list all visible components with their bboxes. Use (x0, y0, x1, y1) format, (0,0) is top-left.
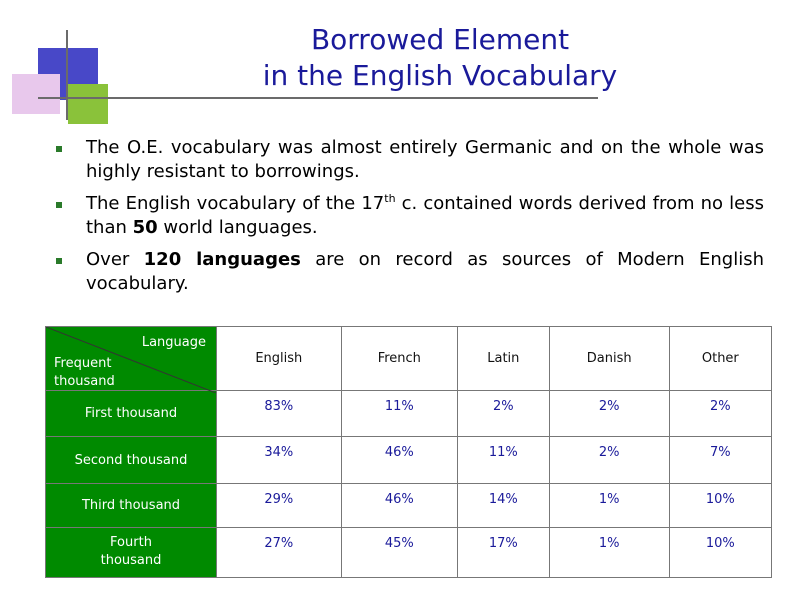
table-header-row (46, 327, 772, 391)
table-cell: 10% (669, 527, 771, 577)
table-cell: 17% (457, 527, 549, 577)
decorative-pink-square (12, 74, 60, 114)
row-label-fourth-thousand (46, 527, 217, 577)
table-cell: 46% (341, 437, 457, 483)
bullet-text-2-bold: 50 (132, 217, 158, 238)
bullet-item-2 (52, 192, 764, 240)
bullet-item-1 (52, 136, 764, 184)
table-corner-cell (46, 327, 217, 391)
row-label-fourth-line-1: Fourth (110, 535, 152, 551)
table-row (46, 527, 772, 577)
table-cell: 14% (457, 483, 549, 527)
table-cell: 83% (217, 391, 342, 437)
row-label-fourth-line-2: thousand (100, 553, 162, 569)
table-cell: 2% (669, 391, 771, 437)
bullet-text-2-sup: th (384, 192, 396, 205)
corner-frequent-line-2: thousand (54, 374, 115, 389)
slide-title (140, 22, 740, 94)
bullet-text-2-pre: The English vocabulary of the 17 (86, 193, 385, 214)
table-cell: 1% (549, 483, 669, 527)
corner-frequent-line-1: Frequent (54, 356, 112, 371)
table-cell: 7% (669, 437, 771, 483)
bullet-square-icon (56, 258, 62, 264)
bullet-text-3-pre: Over (86, 249, 144, 270)
borrowing-table (45, 326, 772, 578)
decorative-green-square (68, 84, 108, 124)
table-cell: 2% (457, 391, 549, 437)
table-row (46, 391, 772, 437)
decorative-horizontal-line (38, 97, 598, 99)
bullet-text-2-post: world languages. (157, 217, 318, 238)
table-cell: 1% (549, 527, 669, 577)
decorative-vertical-line (66, 30, 68, 120)
table-cell: 45% (341, 527, 457, 577)
row-label-first-thousand: First thousand (46, 391, 217, 437)
table-cell: 2% (549, 437, 669, 483)
table-row (46, 483, 772, 527)
table-cell: 11% (341, 391, 457, 437)
bullet-text-2-mid: c. contained words derived from no less than (86, 193, 764, 238)
bullet-list (52, 136, 764, 304)
bullet-text-1: The O.E. vocabulary was almost entirely Germanic and on the whole was highly resistant to borrowings. (86, 137, 764, 182)
table-cell: 2% (549, 391, 669, 437)
bullet-item-3 (52, 248, 764, 296)
table-cell: 34% (217, 437, 342, 483)
column-header-english: English (217, 327, 342, 391)
bullet-text-3-bold: 120 languages (143, 249, 301, 270)
table-cell: 11% (457, 437, 549, 483)
table-cell: 29% (217, 483, 342, 527)
table-row (46, 437, 772, 483)
bullet-text-3-post: are on record as sources of Modern English vocabulary. (86, 249, 764, 294)
column-header-danish: Danish (549, 327, 669, 391)
table-cell: 27% (217, 527, 342, 577)
title-line-1: Borrowed Element (310, 23, 570, 56)
table-cell: 10% (669, 483, 771, 527)
column-header-french: French (341, 327, 457, 391)
bullet-square-icon (56, 146, 62, 152)
column-header-latin: Latin (457, 327, 549, 391)
row-label-second-thousand: Second thousand (46, 437, 217, 483)
row-label-third-thousand: Third thousand (46, 483, 217, 527)
corner-frequent-label (54, 355, 115, 391)
corner-language-label: Language (141, 335, 206, 350)
column-header-other: Other (669, 327, 771, 391)
bullet-square-icon (56, 202, 62, 208)
title-line-2: in the English Vocabulary (262, 59, 618, 92)
table-cell: 46% (341, 483, 457, 527)
